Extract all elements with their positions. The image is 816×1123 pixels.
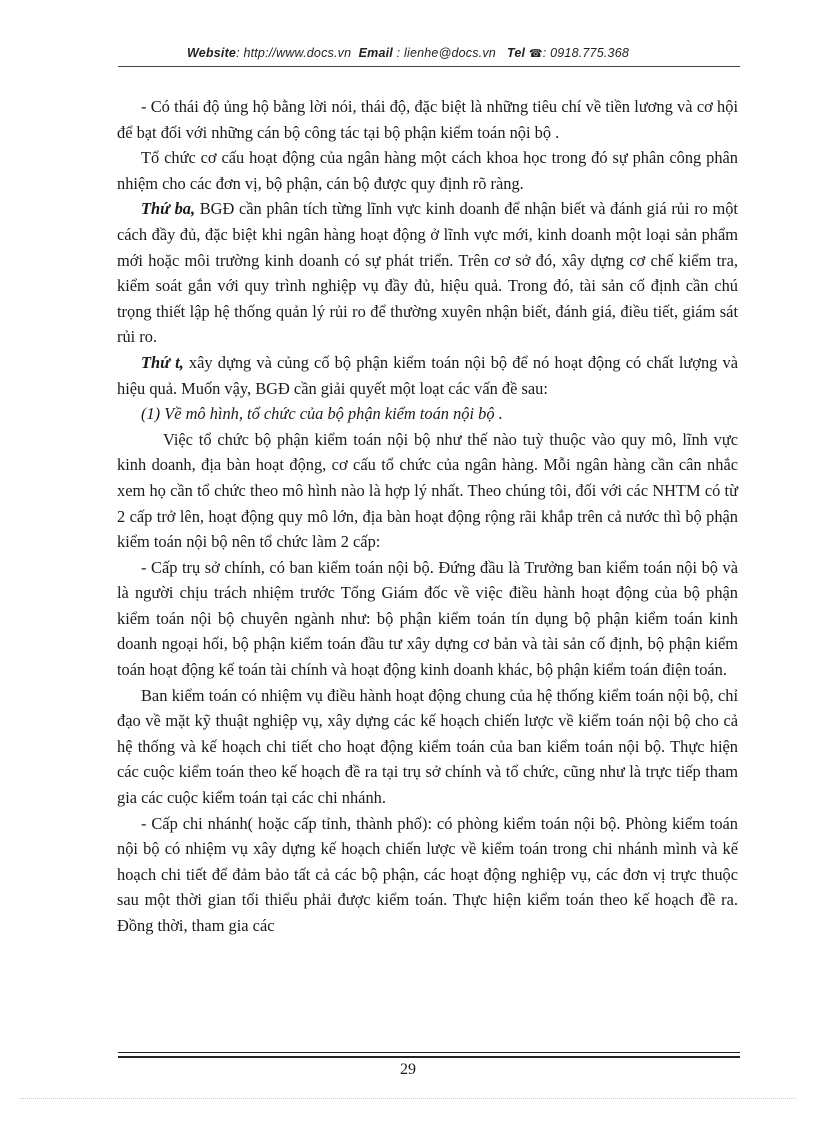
paragraph-text: Tổ chức cơ cấu hoạt động của ngân hàng một cách khoa học trong đó sự phân công phân nhiệm cho các đơn vị, bộ phận, cán bộ được quy định rõ ràng. — [117, 148, 738, 193]
email-label: Email — [358, 46, 393, 60]
paragraph — [117, 427, 738, 555]
page-edge-divider — [20, 1098, 796, 1099]
paragraph-text: - Cấp chi nhánh( hoặc cấp tỉnh, thành phố): có phòng kiểm toán nội bộ. Phòng kiểm toán nội bộ có nhiệm vụ xây dựng kế hoạch chiến lược về kiểm toán trong chi nhánh mình và kế hoạch chi tiết để đảm bảo tất cả các bộ phận, các hoạt động nghiệp vụ, các đơn vị trực thuộc sau một thời gian tối thiểu phải được kiểm toán. Thực hiện kiểm toán theo kế hoạch đề ra. Đồng thời, tham gia các — [117, 813, 738, 935]
website-label: Website — [186, 46, 237, 60]
paragraph — [117, 683, 738, 811]
page-header — [0, 46, 816, 60]
paragraph-text: Ban kiểm toán có nhiệm vụ điều hành hoạt động chung của hệ thống kiểm toán nội bộ, chỉ đạo về mặt kỹ thuật nghiệp vụ, xây dựng các kế hoạch chiến lược về kiểm toán nội bộ cho cả hệ thống và kế hoạch chi tiết cho hoạt động kiểm toán của ban kiểm toán nội bộ. Thực hiện các cuộc kiểm toán theo kế hoạch đề ra tại trụ sở chính và tổ chức, cũng như là trực tiếp tham gia các cuộc kiểm toán tại các chi nhánh. — [117, 685, 738, 808]
paragraph-text: - Có thái độ ủng hộ bằng lời nói, thái độ, đặc biệt là những tiêu chí về tiền lương và cơ hội để bạt đối với những cán bộ công tác tại bộ phận kiểm toán nội bộ . — [117, 97, 738, 142]
phone-icon: ☎ — [528, 48, 543, 60]
paragraph-text: - Cấp trụ sở chính, có ban kiểm toán nội bộ. Đứng đầu là Trưởng ban kiểm toán nội bộ và là người chịu trách nhiệm trước Tổng Giám đốc về việc điều hành hoạt động của bộ phận kiểm toán nội bộ chuyên ngành như: bộ phận kiểm toán tín dụng bộ phận kiểm toán kinh doanh ngoại hối, bộ phận kiểm toán đầu tư xây dựng cơ bản và tài sản cố định, bộ phận kiểm toán hoạt động kế toán tài chính và hoạt động kinh doanh khác, bộ phận kiểm toán điện toán. — [117, 557, 738, 680]
email-value: : lienhe@docs.vn — [396, 46, 496, 60]
document-body — [117, 94, 738, 939]
paragraph-lead: Thứ t, — [141, 352, 184, 372]
page-number: 29 — [400, 1061, 416, 1078]
paragraph — [117, 811, 738, 939]
footer-rule-thin — [118, 1052, 740, 1053]
paragraph-text: Việc tổ chức bộ phận kiểm toán nội bộ như thế nào tuỳ thuộc vào quy mô, lĩnh vực kinh doanh, địa bàn hoạt động, cơ cấu tổ chức của ngân hàng. Mỗi ngân hàng cần cân nhắc xem họ cần tổ chức theo mô hình nào là hợp lý nhất. Theo chúng tôi, đối với các NHTM có từ 2 cấp trở lên, hoạt động quy mô lớn, địa bàn hoạt động rộng rãi khắp trên cả nước thì bộ phận kiểm toán nội bộ nên tổ chức làm 2 cấp: — [117, 429, 738, 552]
paragraph — [117, 145, 738, 196]
paragraph — [117, 350, 738, 401]
paragraph-lead: Thứ ba, — [141, 199, 196, 219]
paragraph — [117, 555, 738, 683]
paragraph-text: (1) Về mô hình, tổ chức của bộ phận kiểm toán nội bộ . — [141, 404, 503, 424]
section-heading — [117, 401, 738, 427]
tel-label: Tel — [506, 46, 526, 60]
website-value: : http://www.docs.vn — [236, 46, 352, 60]
header-rule — [118, 66, 740, 67]
paragraph-text: BGĐ cần phân tích từng lĩnh vực kinh doanh để nhận biết và đánh giá rủi ro một cách đầy đủ, đặc biệt khi ngân hàng hoạt động ở lĩnh vực mới, kinh doanh một loại sản phẩm mới hoặc môi trường kinh doanh có sự phát triển. Trên cơ sở đó, xây dựng cơ chế kiểm tra, kiểm soát gắn với quy trình nghiệp vụ đầy đủ, hiệu quả. Trong đó, tài sản cố định cần chú trọng thiết lập hệ thống quản lý rủi ro để thường xuyên nhận biết, đánh giá, điều tiết, giám sát rủi ro. — [117, 199, 738, 347]
paragraph — [117, 94, 738, 145]
paragraph — [117, 196, 738, 350]
paragraph-text: xây dựng và củng cố bộ phận kiểm toán nội bộ để nó hoạt động có chất lượng và hiệu quả. Muốn vậy, BGĐ cần giải quyết một loạt các vấn đề sau: — [117, 352, 738, 398]
footer-rule-thick — [118, 1056, 740, 1058]
tel-value: : 0918.775.368 — [542, 46, 629, 60]
